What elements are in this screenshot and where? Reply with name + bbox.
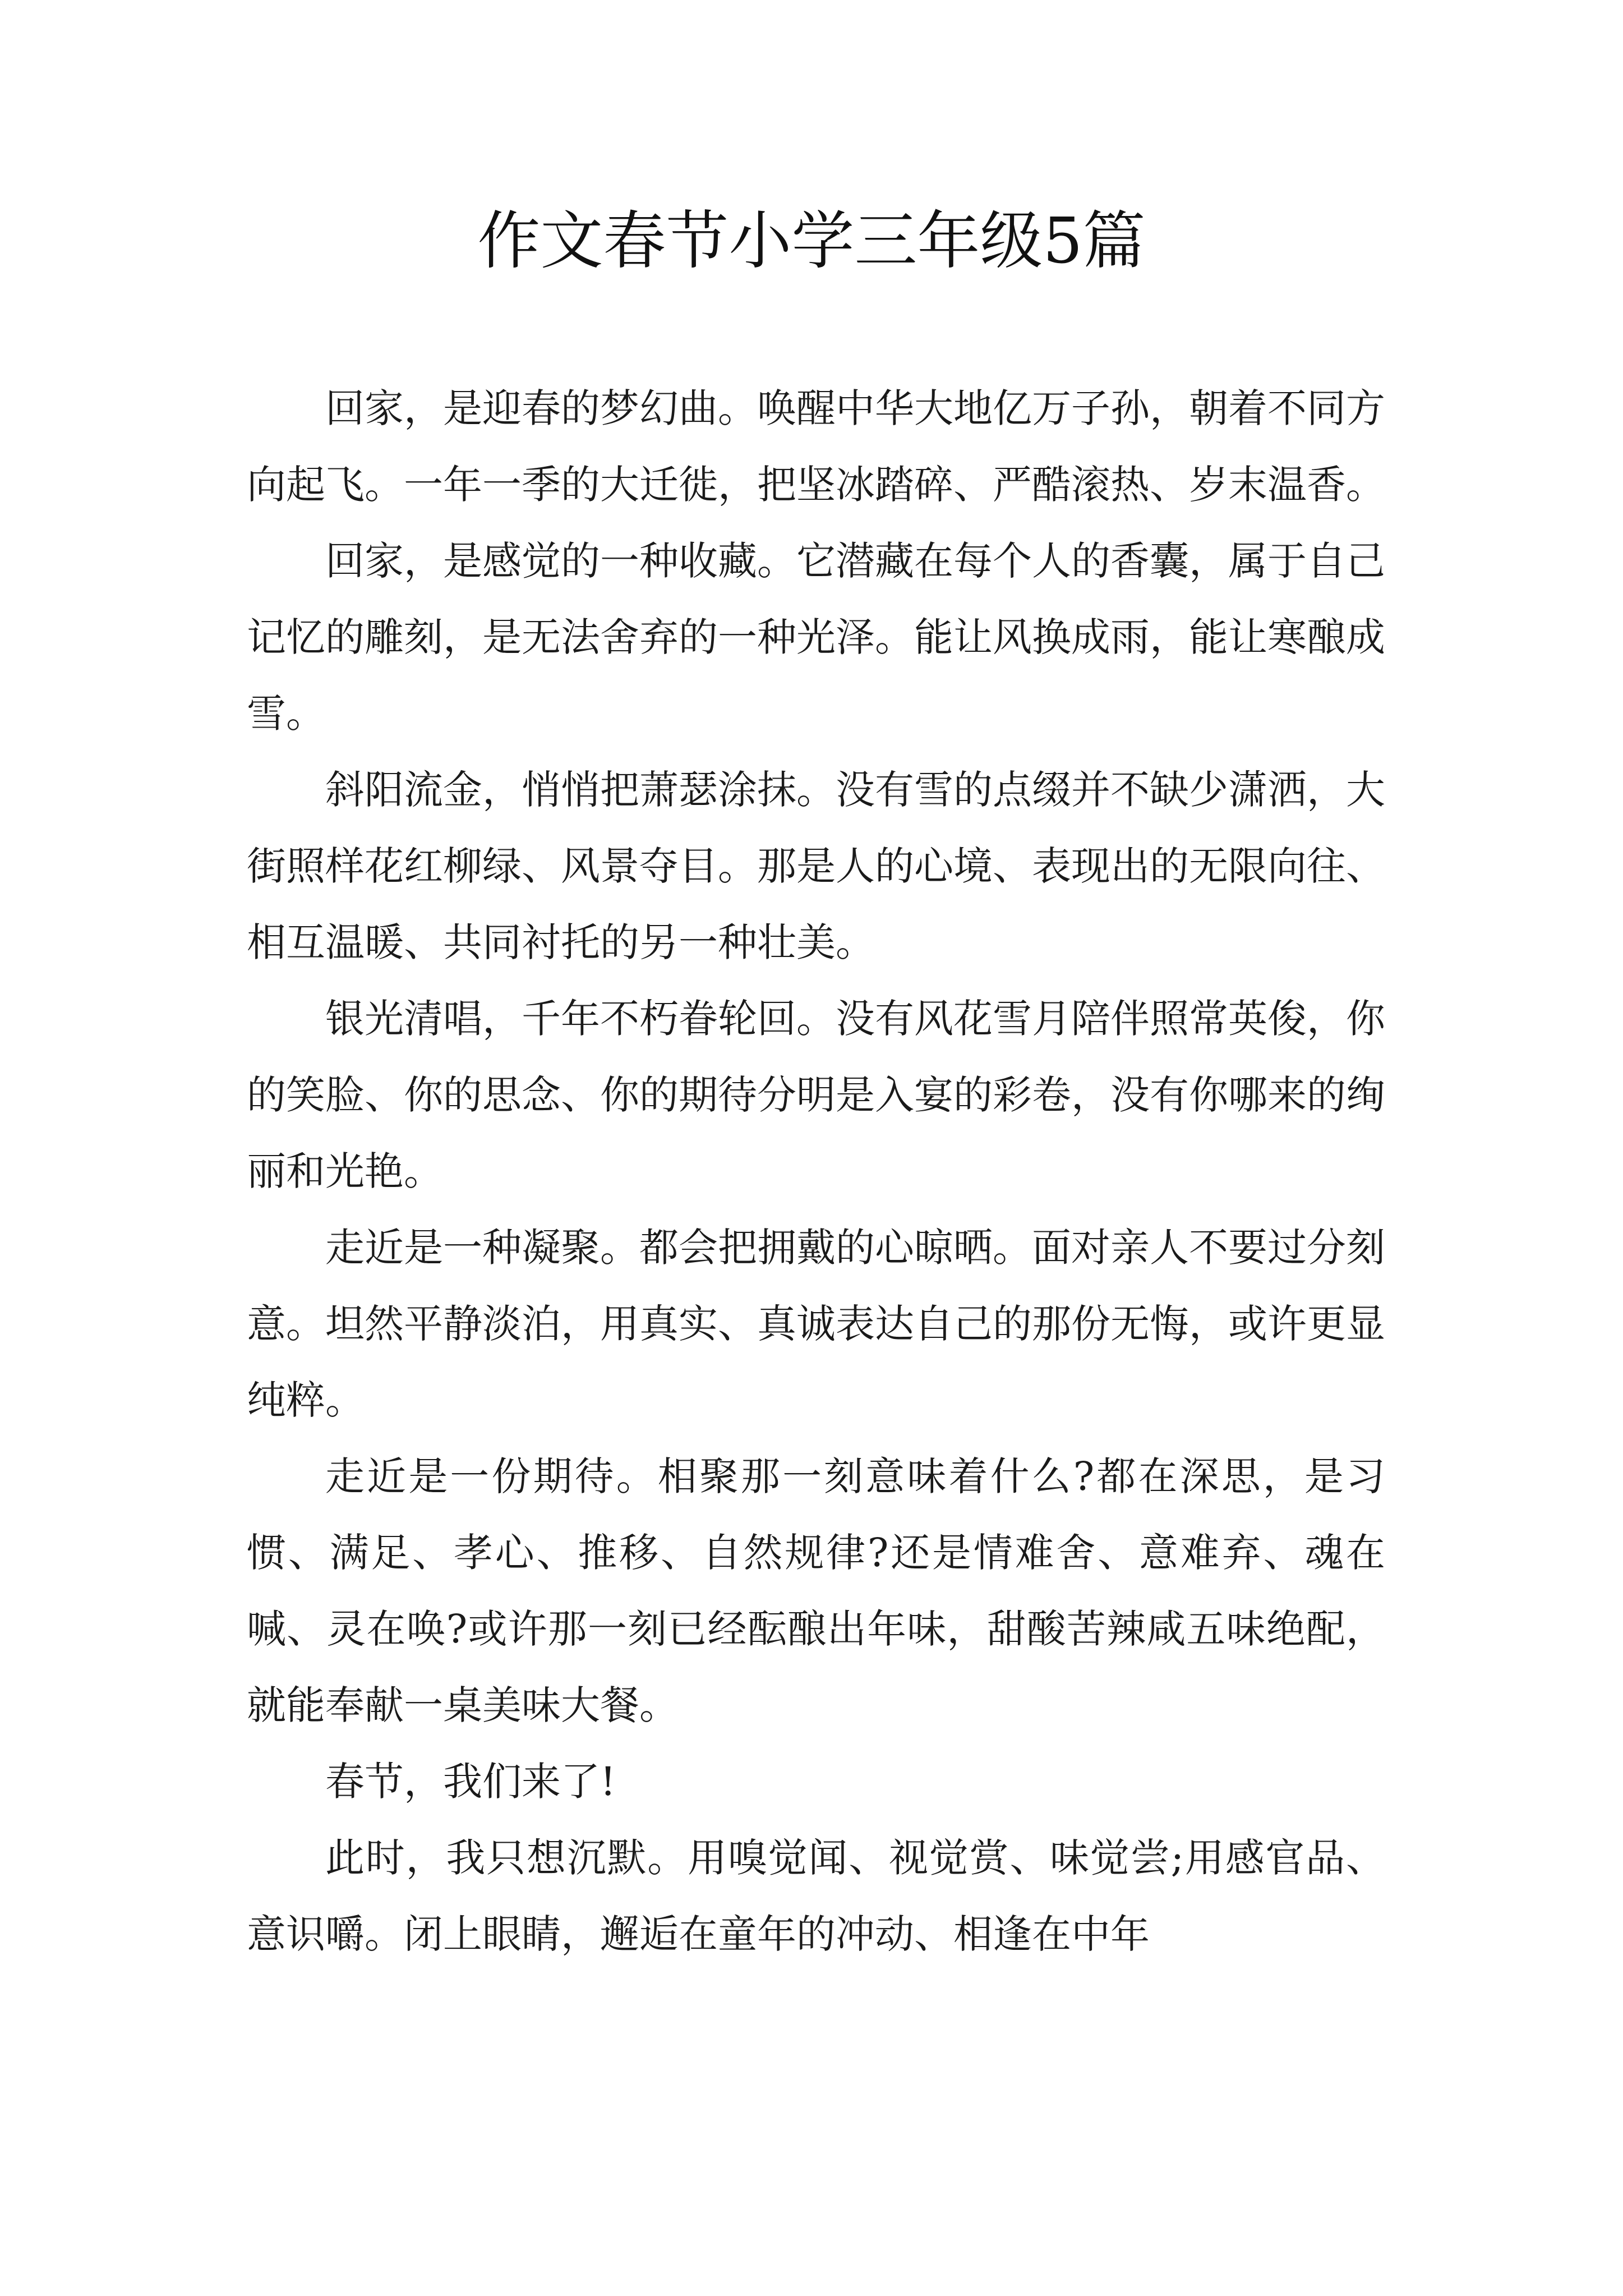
paragraph: 此时，我只想沉默。用嗅觉闻、视觉赏、味觉尝;用感官品、意识嚼。闭上眼睛，邂逅在童年的冲动、相逢在中年 xyxy=(247,1835,1385,1957)
paragraph: 春节，我们来了! xyxy=(325,1759,616,1805)
page-title: 作文春节小学三年级5篇 xyxy=(477,205,1146,278)
document-body xyxy=(247,370,1385,1972)
paragraph: 银光清唱，千年不朽眷轮回。没有风花雪月陪伴照常英俊，你的笑脸、你的思念、你的期待分明是入宴的彩卷，没有你哪来的绚丽和光艳。 xyxy=(247,996,1385,1194)
paragraph: 走近是一种凝聚。都会把拥戴的心晾晒。面对亲人不要过分刻意。坦然平静淡泊，用真实、真诚表达自己的那份无悔，或许更显纯粹。 xyxy=(247,1225,1385,1423)
paragraph: 回家，是感觉的一种收藏。它潜藏在每个人的香囊，属于自己记忆的雕刻，是无法舍弃的一种光泽。能让风换成雨，能让寒酿成雪。 xyxy=(247,538,1385,737)
paragraph: 斜阳流金，悄悄把萧瑟涂抹。没有雪的点缀并不缺少潇洒，大街照样花红柳绿、风景夺目。那是人的心境、表现出的无限向往、相互温暖、共同衬托的另一种壮美。 xyxy=(247,767,1385,965)
paragraph: 走近是一份期待。相聚那一刻意味着什么?都在深思，是习惯、满足、孝心、推移、自然规律?还是情难舍、意难弃、魂在喊、灵在唤?或许那一刻已经酝酿出年味，甜酸苦辣咸五味绝配，就能奉献一桌美味大餐。 xyxy=(247,1453,1385,1728)
paragraph: 回家，是迎春的梦幻曲。唤醒中华大地亿万子孙，朝着不同方向起飞。一年一季的大迁徙，把坚冰踏碎、严酷滚热、岁末温香。 xyxy=(247,385,1385,508)
